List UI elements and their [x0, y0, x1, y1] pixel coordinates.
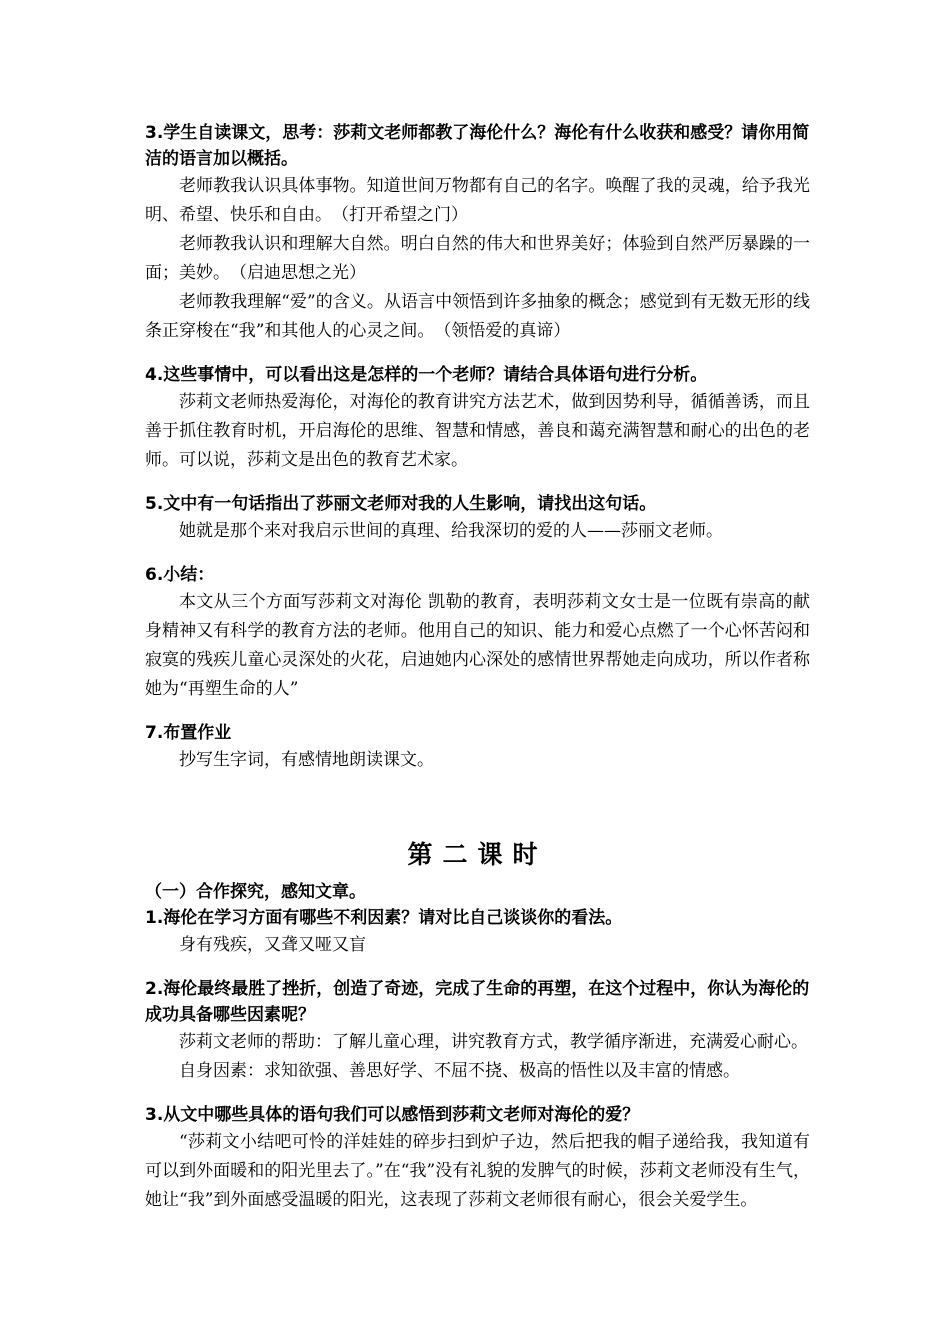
question-4: 4.这些事情中，可以看出这是怎样的一个老师？请结合具体语句进行分析。	[145, 365, 708, 385]
question-2-3: 3.从文中哪些具体的语句我们可以感悟到莎莉文老师对海伦的爱？	[145, 1105, 640, 1125]
answer-3-3: 老师教我理解“爱”的含义。从语言中领悟到许多抽象的概念；感觉到有无数无形的线条正穿梭在“我”和其他人的心灵之间。 （领悟爱的真谛）	[145, 292, 810, 341]
lesson-subtitle: （一）合作探究，感知文章。	[145, 882, 366, 902]
question-2-2: 2.海伦最终最胜了挫折，创造了奇迹，完成了生命的再塑，在这个过程中，你认为海伦的成功具备哪些因素呢？	[145, 979, 810, 1025]
answer-3-2: 老师教我认识和理解大自然。明白自然的伟大和世界美好；体验到自然严厉暴躁的一面；美妙。 （启迪思想之光）	[145, 234, 810, 283]
question-7-homework: 7.布置作业	[145, 723, 232, 743]
lesson-title: 第二课时	[407, 840, 548, 869]
answer-2-2-1: 莎莉文老师的帮助：了解儿童心理，讲究教育方式，教学循序渐进，充满爱心耐心。	[179, 1032, 808, 1052]
answer-4: 莎莉文老师热爱海伦，对海伦的教育讲究方法艺术，做到因势利导，循循善诱，而且善于抓住教育时机，开启海伦的思维、智慧和情感，善良和蔼充满智慧和耐心的出色的老师。可以说，莎莉文是出色的教育艺术家。	[145, 392, 810, 470]
question-2-1: 1.海伦在学习方面有哪些不利因素？请对比自己谈谈你的看法。	[145, 908, 623, 928]
answer-2-1: 身有残疾，又聋又哑又盲	[179, 935, 366, 955]
answer-7-homework: 抄写生字词，有感情地朗读课文。	[179, 750, 434, 770]
answer-2-2-2: 自身因素：求知欲强、善思好学、不屈不挠、极高的悟性以及丰富的情感。	[179, 1061, 740, 1081]
question-6-summary: 6.小结：	[145, 565, 215, 585]
answer-2-3: “莎莉文小结吧可怜的洋娃娃的碎步扫到炉子边，然后把我的帽子递给我，我知道有可以到外面暖和的阳光里去了。”在“我”没有礼貌的发脾气的时候，莎莉文老师没有生气，她让“我”到外面感受温暖的阳光，这表现了莎莉文老师很有耐心，很会关爱学生。	[145, 1132, 810, 1210]
answer-5: 她就是那个来对我启示世间的真理、给我深切的爱的人——莎丽文老师。	[179, 521, 723, 541]
answer-6-summary: 本文从三个方面写莎莉文对海伦 凯勒的教育，表明莎莉文女士是一位既有崇高的献身精神又有科学的教育方法的老师。他用自己的知识、能力和爱心点燃了一个心怀苦闷和寂寞的残疾儿童心灵深处的火花，启迪她内心深处的感情世界帮她走向成功，所以作者称她为“再塑生命的人”	[145, 592, 810, 699]
answer-3-1: 老师教我认识具体事物。知道世间万物都有自己的名字。唤醒了我的灵魂，给予我光明、希望、快乐和自由。 （打开希望之门）	[145, 176, 810, 225]
document-page	[145, 120, 810, 1215]
question-5: 5.文中有一句话指出了莎丽文老师对我的人生影响，请找出这句话。	[145, 494, 657, 514]
question-3: 3.学生自读课文，思考：莎莉文老师都教了海伦什么？海伦有什么收获和感受？请你用简洁的语言加以概括。	[145, 123, 810, 169]
